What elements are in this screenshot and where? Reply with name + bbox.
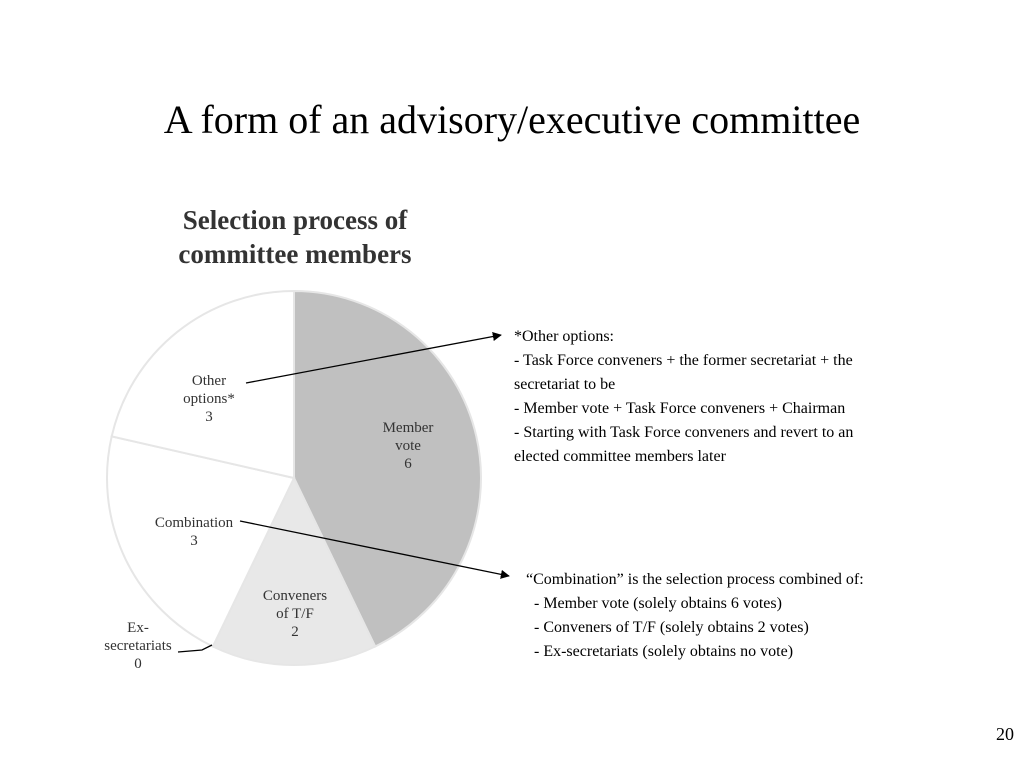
pie-slice-conveners-of-t-f-label: of T/F [276, 606, 314, 622]
other-options-note [514, 325, 954, 469]
pie-slice-conveners-of-t-f-value-label: 2 [291, 624, 299, 640]
pie-slice-other-options-label: options* [183, 391, 235, 407]
pie-slice-combination-value-label: 3 [190, 533, 198, 549]
slide-title: A form of an advisory/executive committee [163, 97, 861, 142]
pie-slice-ex-secretariats-label: Ex- [127, 620, 149, 636]
note-line: - Conveners of T/F (solely obtains 2 votes) [526, 619, 809, 636]
combination-note [526, 568, 966, 664]
pie-slice-member-vote-label: vote [395, 438, 421, 454]
pie-slice-ex-secretariats-value-label: 0 [134, 656, 142, 672]
pie-slice-ex-secretariats-label: secretariats [104, 638, 172, 654]
note-line: *Other options: [514, 328, 614, 345]
note-line: - Starting with Task Force conveners and revert to an [514, 424, 854, 441]
pie-slice-other-options-label: Other [191, 373, 227, 389]
note-line: secretariat to be [514, 376, 616, 393]
pie-slice-combination-label: Combination [154, 515, 234, 531]
pie-slice-member-vote-label: Member [382, 420, 434, 436]
note-line: - Member vote (solely obtains 6 votes) [526, 595, 782, 612]
pie-slice-member-vote-value-label: 6 [404, 456, 412, 472]
note-line: elected committee members later [514, 448, 726, 465]
note-line: - Ex-secretariats (solely obtains no vote) [526, 643, 794, 660]
page-number: 20 [996, 724, 1014, 744]
pie-slice-other-options-value-label: 3 [205, 409, 213, 425]
ex-secretariats-leader-line [178, 645, 212, 652]
note-line: - Member vote + Task Force conveners + Chairman [514, 400, 846, 417]
note-line: “Combination” is the selection process combined of: [526, 571, 864, 588]
chart-title-line-1: Selection process of [182, 205, 408, 235]
chart-title-line-2: committee members [178, 239, 412, 269]
note-line: - Task Force conveners + the former secretariat + the [514, 352, 853, 369]
pie-slice-conveners-of-t-f-label: Conveners [262, 588, 328, 604]
